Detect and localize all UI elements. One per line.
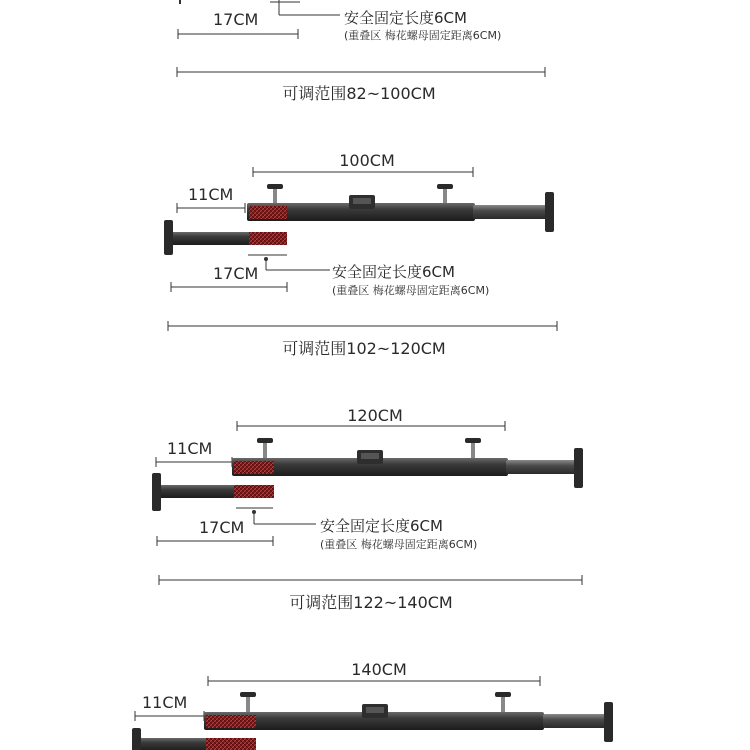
adjustable-range-label: 可调范围122~140CM [289,593,453,612]
safe-length-title: 安全固定长度6CM [332,263,455,281]
safe-length-title: 安全固定长度6CM [344,9,467,27]
total-length-label: 120CM [347,406,403,425]
overlap-dimension-label: 17CM [213,264,259,283]
safe-length-subtitle: (重叠区 梅花螺母固定距离6CM) [320,538,478,551]
total-length-label: 100CM [339,151,395,170]
left-gap-label: 11CM [188,185,234,204]
total-length-label: 140CM [351,660,407,679]
left-gap-label: 11CM [142,693,188,712]
adjustable-range-label: 可调范围102~120CM [282,339,446,358]
left-gap-label: 11CM [167,439,213,458]
overlap-dimension-label: 17CM [213,10,259,29]
safe-length-subtitle: (重叠区 梅花螺母固定距离6CM) [332,284,490,297]
section-122-diagram [152,421,583,585]
adjustable-range-label: 可调范围82~100CM [282,84,436,103]
section-142-diagram [132,676,613,750]
safe-length-title: 安全固定长度6CM [320,517,443,535]
safe-length-subtitle: (重叠区 梅花螺母固定距离6CM) [344,29,502,42]
overlap-dimension-label: 17CM [199,518,245,537]
